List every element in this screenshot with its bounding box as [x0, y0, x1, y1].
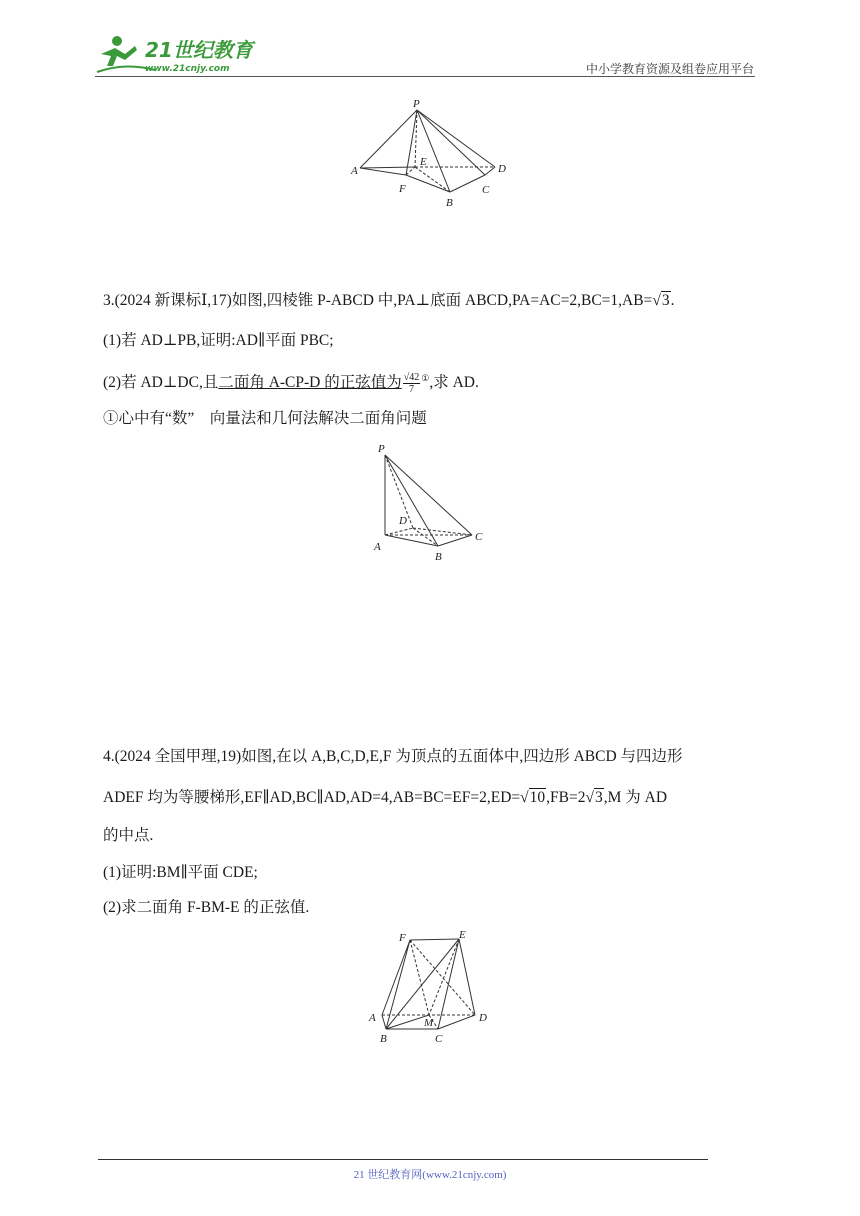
fig1-label-c: C [482, 184, 490, 196]
figure-2 [368, 440, 498, 570]
figure-1 [345, 95, 515, 215]
fig1-label-f: F [399, 183, 406, 195]
fig2-label-b: B [435, 551, 442, 563]
problem4-line2: ADEF 均为等腰梯形,EF∥AD,BC∥AD,AD=4,AB=BC=EF=2,ED=√10,FB=2√3,M 为 AD [103, 789, 668, 806]
problem4-line1: 4.(2024 全国甲理,19)如图,在以 A,B,C,D,E,F 为顶点的五面体中,四边形 ABCD 与四边形 [103, 748, 683, 765]
fig1-label-a: A [351, 165, 358, 177]
fig1-label-b: B [446, 197, 453, 209]
sqrt-sign: √3 [652, 292, 670, 309]
fig2-label-d: D [399, 515, 407, 527]
header-divider [95, 76, 755, 77]
fig3-label-e: E [459, 929, 466, 941]
fig1-label-e: E [420, 156, 427, 168]
fraction: $\frac{√42}{7}$ [403, 372, 420, 396]
fig2-label-p: P [378, 443, 385, 455]
fig3-label-d: D [479, 1012, 487, 1024]
svg-text:21世纪教育: 21世纪教育 [145, 38, 253, 62]
fig3-label-a: A [369, 1012, 376, 1024]
problem3-stem: 3.(2024 新课标Ⅰ,17)如图,四棱锥 P-ABCD 中,PA⊥底面 ABCD,PA=AC=2,BC=1,AB=√3. [103, 292, 675, 309]
figure-3 [362, 925, 502, 1055]
problem3-part1: (1)若 AD⊥PB,证明:AD∥平面 PBC; [103, 332, 334, 349]
fig3-label-c: C [435, 1033, 443, 1045]
footer-divider [98, 1159, 708, 1160]
footer-link[interactable]: 21 世纪教育网(www.21cnjy.com) [353, 1169, 507, 1181]
fig1-label-p: P [413, 98, 420, 110]
problem4-part2: (2)求二面角 F-BM-E 的正弦值. [103, 899, 310, 916]
problem4-line3: 的中点. [103, 827, 154, 844]
header-platform-text: 中小学教育资源及组卷应用平台 [585, 62, 754, 76]
problem3-note: ①心中有“数” 向量法和几何法解决二面角问题 [103, 410, 427, 427]
problem3-part2: (2)若 AD⊥DC,且二面角 A-CP-D 的正弦值为 $\frac{√42}{7}$ ①,求 AD. [103, 372, 479, 396]
svg-text:www.21cnjy.com: www.21cnjy.com [145, 64, 230, 74]
fig2-label-c: C [475, 531, 483, 543]
fig3-label-f: F [399, 932, 406, 944]
problem4-part1: (1)证明:BM∥平面 CDE; [103, 864, 258, 881]
site-logo [95, 32, 265, 76]
fig1-label-d: D [498, 163, 506, 175]
fig3-label-b: B [380, 1033, 387, 1045]
fig2-label-a: A [374, 541, 381, 553]
fig3-label-m: M [424, 1017, 434, 1029]
